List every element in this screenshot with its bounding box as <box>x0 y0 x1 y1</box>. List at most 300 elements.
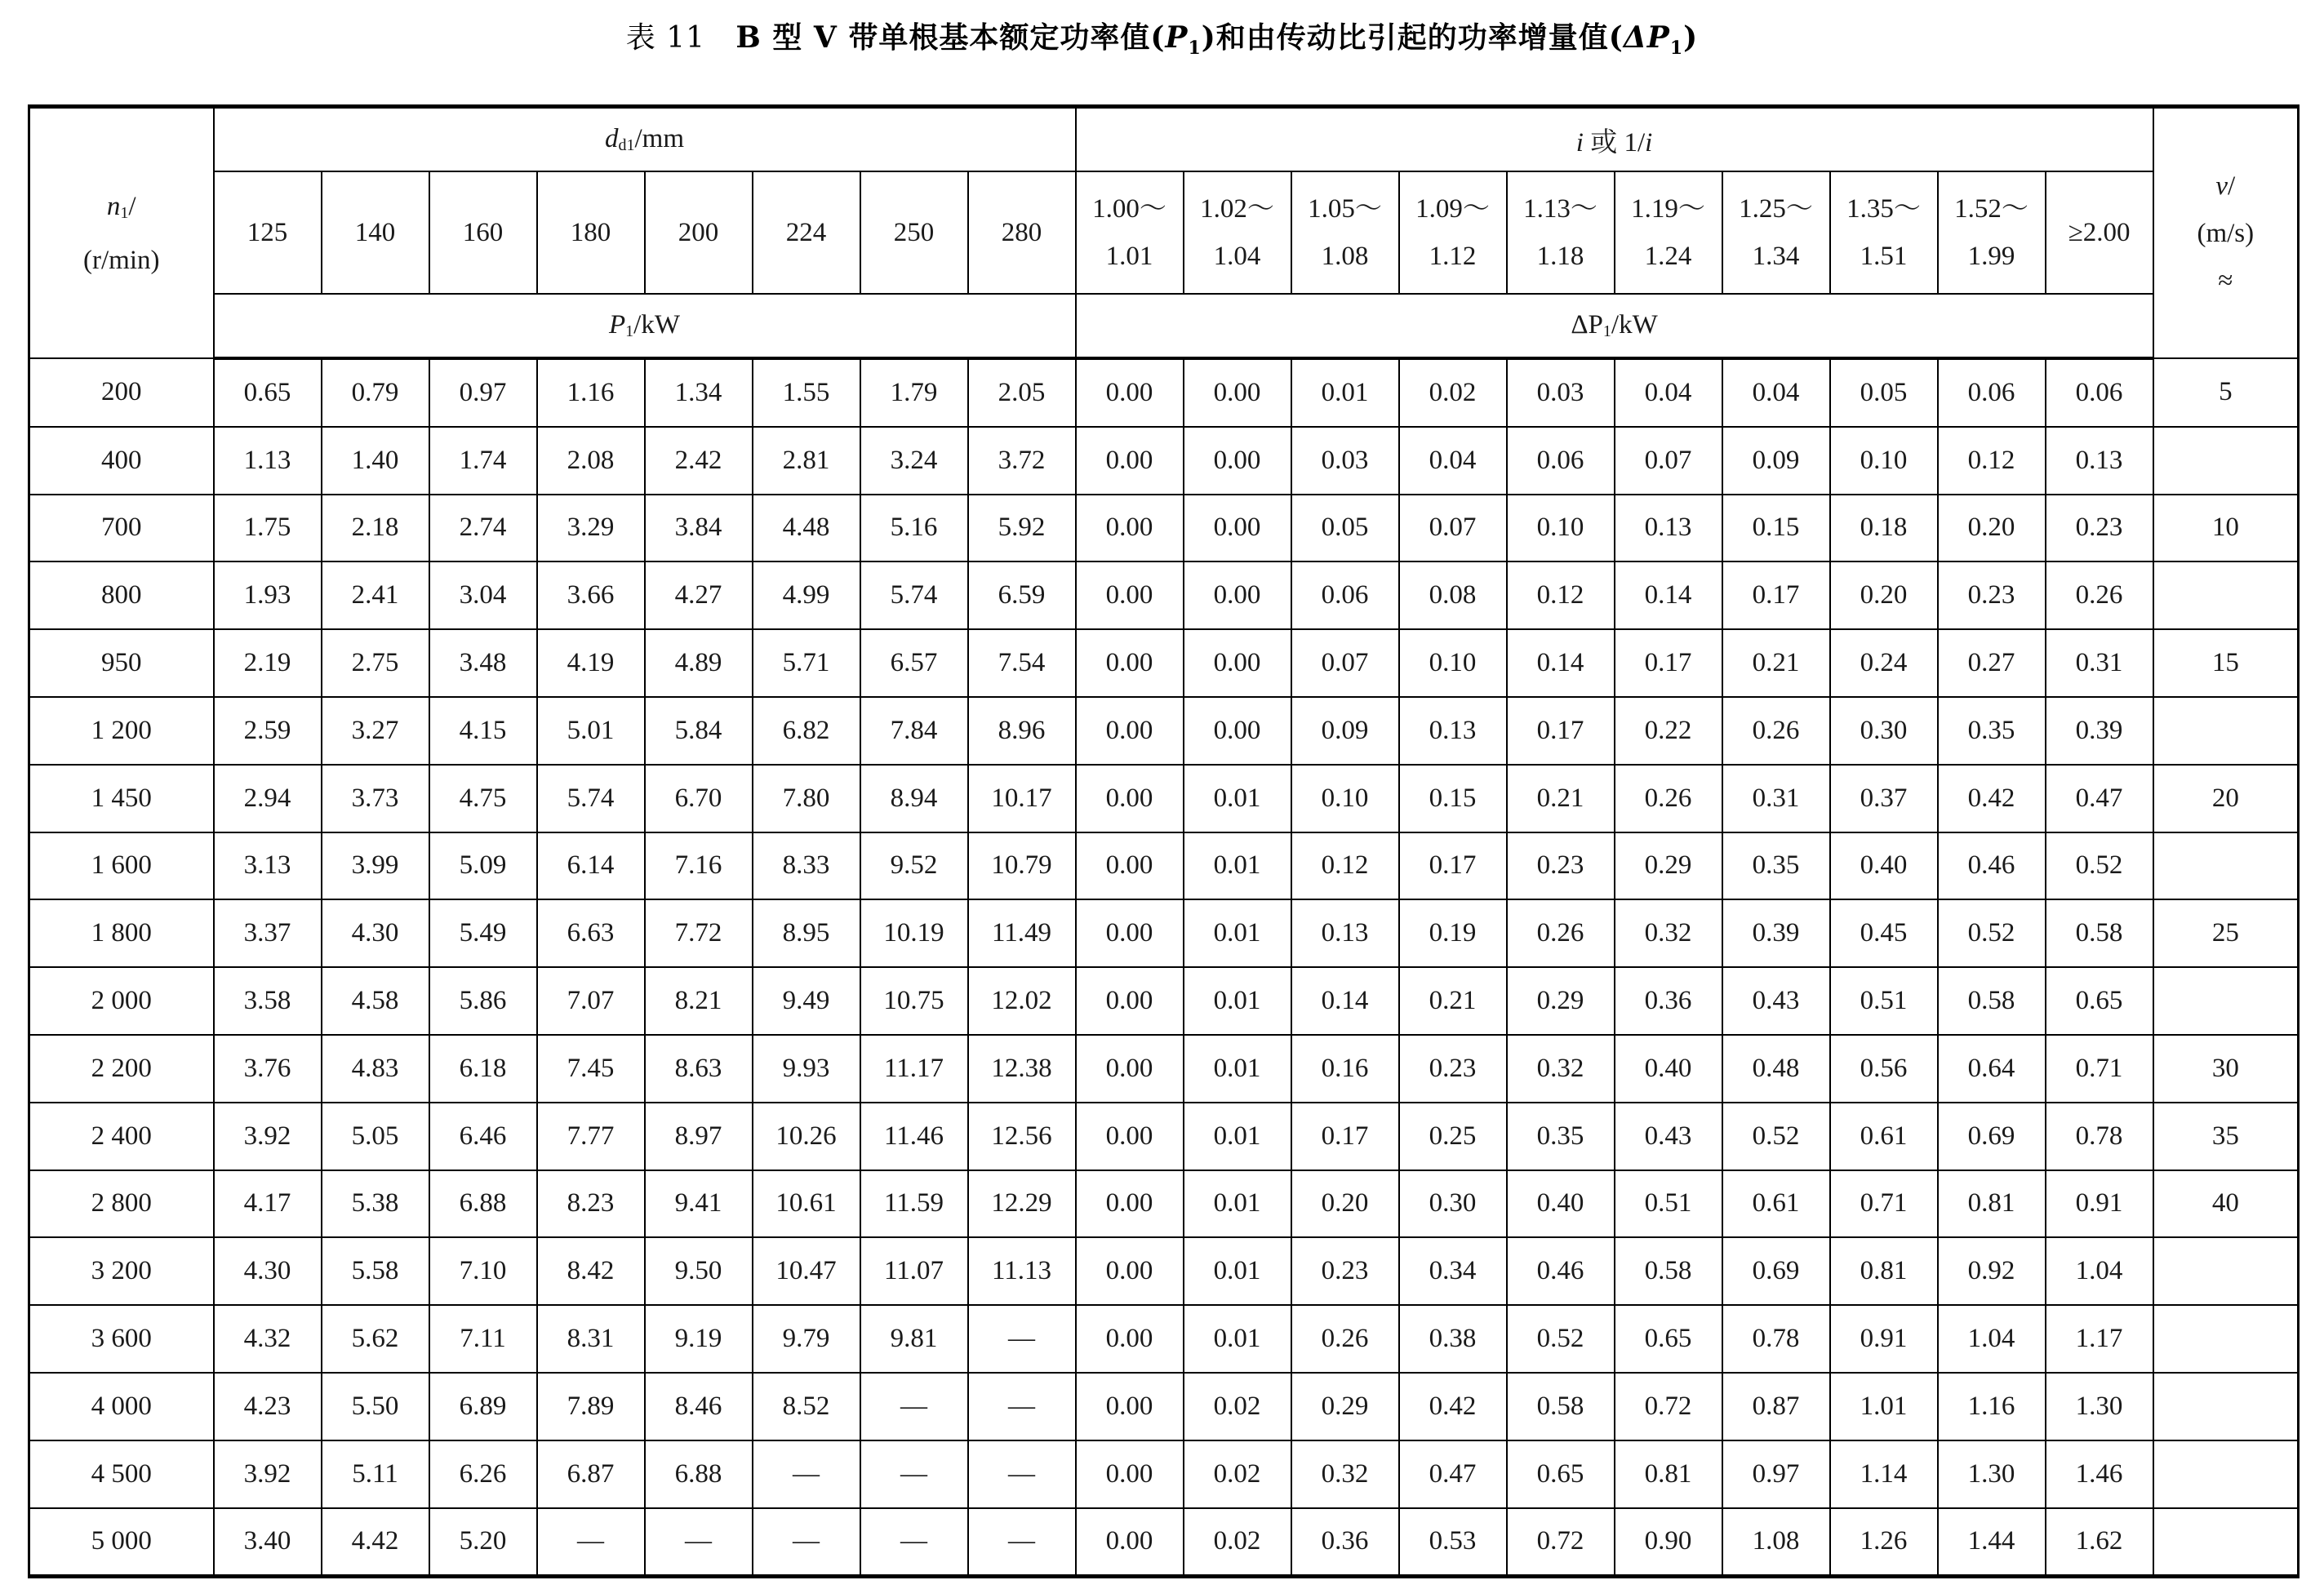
dp1-cell: 0.26 <box>1615 765 1722 832</box>
dp1-cell: 0.06 <box>1291 561 1399 629</box>
ratio-range-bottom: 1.08 <box>1321 242 1369 271</box>
dp1-cell: 0.46 <box>1507 1237 1615 1305</box>
dp1-cell: 0.26 <box>1507 899 1615 967</box>
p1-cell: 9.19 <box>645 1305 753 1373</box>
dp1-cell: 0.31 <box>1722 765 1830 832</box>
v-cell: 10 <box>2153 495 2299 562</box>
p1-cell: 3.99 <box>322 832 429 900</box>
table-row <box>29 899 2299 967</box>
dp1-cell: 0.42 <box>1938 765 2046 832</box>
dp1-cell: 0.04 <box>1615 358 1722 427</box>
v-cell: 35 <box>2153 1103 2299 1170</box>
dp1-cell: 0.91 <box>1830 1305 1938 1373</box>
dp1-cell: 1.46 <box>2046 1440 2153 1508</box>
n1-cell: 2 800 <box>29 1170 214 1238</box>
ratio-range-bottom: 1.12 <box>1429 242 1477 271</box>
p1-cell: 4.19 <box>537 629 645 697</box>
p1-cell: 0.65 <box>214 358 322 427</box>
dp1-cell: 0.00 <box>1184 697 1291 765</box>
ratio-range-header <box>1291 171 1399 294</box>
p1-cell: 2.19 <box>214 629 322 697</box>
n1-sub: 1 <box>120 203 129 222</box>
p1-cell: 3.37 <box>214 899 322 967</box>
p1-cell: 8.21 <box>645 967 753 1035</box>
dp1-cell: 0.01 <box>1184 899 1291 967</box>
dp1-cell: 0.56 <box>1830 1035 1938 1103</box>
p1-cell: 11.59 <box>860 1170 968 1238</box>
p1-cell: 2.94 <box>214 765 322 832</box>
dp1-cell: 0.19 <box>1399 899 1507 967</box>
dp1-cell: 0.23 <box>1399 1035 1507 1103</box>
dp1-cell: 1.01 <box>1830 1373 1938 1440</box>
dp1-cell: 0.69 <box>1722 1237 1830 1305</box>
dp1-cell: 0.00 <box>1076 561 1184 629</box>
p1-cell: 4.42 <box>322 1508 429 1577</box>
dp1-cell: 0.00 <box>1076 832 1184 900</box>
dp1-cell: 0.37 <box>1830 765 1938 832</box>
ratio-range-bottom: 1.24 <box>1644 242 1692 271</box>
p1-cell: 5.01 <box>537 697 645 765</box>
dp1-cell: 0.65 <box>1615 1305 1722 1373</box>
dp1-cell: 0.42 <box>1399 1373 1507 1440</box>
ratio-range-bottom: 1.04 <box>1213 242 1261 271</box>
diameter-header: 125 <box>214 171 322 294</box>
table-row <box>29 1035 2299 1103</box>
dp1-cell: 0.01 <box>1184 832 1291 900</box>
p1-cell: 4.17 <box>214 1170 322 1238</box>
p1-cell: 3.27 <box>322 697 429 765</box>
n1-cell: 1 600 <box>29 832 214 900</box>
dp1-cell: 0.01 <box>1184 1305 1291 1373</box>
v-symbol: v <box>2215 171 2228 201</box>
ratio-range-top: 1.52～ <box>1954 194 2029 224</box>
n1-cell: 3 200 <box>29 1237 214 1305</box>
p1-cell: 12.56 <box>968 1103 1076 1170</box>
p1-cell: 5.16 <box>860 495 968 562</box>
dp1-cell: 0.06 <box>2046 358 2153 427</box>
p1-cell: 6.26 <box>429 1440 537 1508</box>
table-body <box>29 358 2299 1577</box>
dp1-cell: 0.13 <box>1291 899 1399 967</box>
p1-cell: 8.96 <box>968 697 1076 765</box>
p1-cell: 9.81 <box>860 1305 968 1373</box>
p1-cell: 8.23 <box>537 1170 645 1238</box>
ratio-header <box>1076 107 2153 172</box>
p1-cell: 7.80 <box>753 765 860 832</box>
dp1-cell: 0.43 <box>1615 1103 1722 1170</box>
p1-cell: 7.07 <box>537 967 645 1035</box>
v-cell <box>2153 427 2299 495</box>
p1-cell: — <box>968 1440 1076 1508</box>
p1-cell: — <box>968 1373 1076 1440</box>
dp1-cell: 0.02 <box>1399 358 1507 427</box>
dp1-cell: 0.10 <box>1399 629 1507 697</box>
dp1-cell: 0.00 <box>1076 427 1184 495</box>
ratio-range-header <box>1830 171 1938 294</box>
n1-cell: 2 400 <box>29 1103 214 1170</box>
dp1-cell: 0.51 <box>1615 1170 1722 1238</box>
dp1-cell: 0.02 <box>1184 1508 1291 1577</box>
p1-cell: 7.89 <box>537 1373 645 1440</box>
p1-cell: 9.50 <box>645 1237 753 1305</box>
dp1-cell: 0.04 <box>1722 358 1830 427</box>
p1-cell: 4.58 <box>322 967 429 1035</box>
dp1-cell: 0.29 <box>1291 1373 1399 1440</box>
n1-cell: 1 450 <box>29 765 214 832</box>
ratio-range-top: 1.09～ <box>1415 194 1490 224</box>
p1-cell: 5.20 <box>429 1508 537 1577</box>
n1-symbol: n <box>106 191 121 221</box>
v-approx: ≈ <box>2218 265 2233 295</box>
p1-cell: 1.93 <box>214 561 322 629</box>
v-unit: (m/s) <box>2197 218 2255 248</box>
dp1-cell: 0.26 <box>2046 561 2153 629</box>
dp1-cell: 0.65 <box>1507 1440 1615 1508</box>
p1-cell: 4.30 <box>322 899 429 967</box>
p1-cell: 3.92 <box>214 1103 322 1170</box>
dp1-cell: 0.22 <box>1615 697 1722 765</box>
dp1-cell: 0.23 <box>1291 1237 1399 1305</box>
ratio-range-header <box>1076 171 1184 294</box>
n1-cell: 950 <box>29 629 214 697</box>
dp1-cell: 0.71 <box>2046 1035 2153 1103</box>
dp1-cell: 0.78 <box>2046 1103 2153 1170</box>
dp1-cell: 0.14 <box>1507 629 1615 697</box>
p1-cell: — <box>537 1508 645 1577</box>
dp1-cell: 0.00 <box>1184 629 1291 697</box>
dp1-cell: 0.23 <box>2046 495 2153 562</box>
dd1-symbol: d <box>605 124 619 153</box>
dp1-cell: 0.17 <box>1399 832 1507 900</box>
p1-cell: 6.63 <box>537 899 645 967</box>
dp1-cell: 0.58 <box>1507 1373 1615 1440</box>
p1-cell: 6.87 <box>537 1440 645 1508</box>
p1-cell: 3.84 <box>645 495 753 562</box>
dp1-cell: 0.87 <box>1722 1373 1830 1440</box>
dp1-cell: 0.58 <box>1938 967 2046 1035</box>
table-row <box>29 561 2299 629</box>
dp1-cell: 0.26 <box>1722 697 1830 765</box>
n1-cell: 200 <box>29 358 214 427</box>
ratio-range-header <box>1938 171 2046 294</box>
v-cell: 40 <box>2153 1170 2299 1238</box>
p1-cell: 3.48 <box>429 629 537 697</box>
dp1-cell: 0.25 <box>1399 1103 1507 1170</box>
dp1-cell: 0.45 <box>1830 899 1938 967</box>
p1-cell: 1.74 <box>429 427 537 495</box>
title-text-1: B 型 V 带单根基本额定功率值( <box>735 20 1166 55</box>
table-row <box>29 832 2299 900</box>
n1-slash: / <box>128 191 136 221</box>
p1-cell: 7.45 <box>537 1035 645 1103</box>
p1-cell: 6.82 <box>753 697 860 765</box>
dp1-cell: 0.09 <box>1291 697 1399 765</box>
p1-cell: 8.52 <box>753 1373 860 1440</box>
p1-cell: 8.63 <box>645 1035 753 1103</box>
dp1-cell: 0.04 <box>1399 427 1507 495</box>
dp1-cell: 0.17 <box>1615 629 1722 697</box>
title-dp1-symbol: ΔP <box>1623 20 1670 55</box>
power-rating-table <box>28 104 2300 1578</box>
p1-cell: 1.75 <box>214 495 322 562</box>
dp1-cell: 1.30 <box>1938 1440 2046 1508</box>
ratio-range-header <box>2046 171 2153 294</box>
v-header <box>2153 107 2299 359</box>
p1-cell: — <box>860 1508 968 1577</box>
dp1-cell: 0.20 <box>1938 495 2046 562</box>
p1-cell: 6.88 <box>645 1440 753 1508</box>
v-cell <box>2153 1440 2299 1508</box>
dp1-cell: 0.00 <box>1076 358 1184 427</box>
dp1-cell: 0.52 <box>2046 832 2153 900</box>
dp1-cell: 0.35 <box>1507 1103 1615 1170</box>
dp1-cell: 0.46 <box>1938 832 2046 900</box>
n1-header <box>29 107 214 359</box>
dp1-cell: 0.12 <box>1507 561 1615 629</box>
p1-cell: 8.33 <box>753 832 860 900</box>
dp1-cell: 0.47 <box>1399 1440 1507 1508</box>
dp1-cell: 0.26 <box>1291 1305 1399 1373</box>
dp1-cell: 0.52 <box>1507 1305 1615 1373</box>
p1-cell: 5.49 <box>429 899 537 967</box>
dp1-cell: 0.00 <box>1076 629 1184 697</box>
p1-cell: 4.99 <box>753 561 860 629</box>
dd1-header <box>214 107 1076 172</box>
dp1-cell: 0.21 <box>1399 967 1507 1035</box>
ratio-range-header <box>1722 171 1830 294</box>
p1-cell: 4.15 <box>429 697 537 765</box>
p1-cell: 1.16 <box>537 358 645 427</box>
subheader-row <box>29 171 2299 294</box>
dp1-cell: 0.02 <box>1184 1373 1291 1440</box>
p1-cell: — <box>753 1440 860 1508</box>
dp1-cell: 0.69 <box>1938 1103 2046 1170</box>
p1-cell: 9.93 <box>753 1035 860 1103</box>
dp1-cell: 0.78 <box>1722 1305 1830 1373</box>
dp1-cell: 0.40 <box>1830 832 1938 900</box>
n1-unit: (r/min) <box>83 245 160 275</box>
p1-cell: 12.02 <box>968 967 1076 1035</box>
p1-cell: 5.11 <box>322 1440 429 1508</box>
n1-cell: 2 000 <box>29 967 214 1035</box>
dp1-cell: 0.32 <box>1291 1440 1399 1508</box>
dp1-cell: 0.10 <box>1830 427 1938 495</box>
v-cell <box>2153 832 2299 900</box>
dp1-cell: 0.02 <box>1184 1440 1291 1508</box>
table-row <box>29 697 2299 765</box>
dp1-cell: 1.17 <box>2046 1305 2153 1373</box>
table-row <box>29 629 2299 697</box>
dp1-cell: 0.16 <box>1291 1035 1399 1103</box>
p1-cell: 2.41 <box>322 561 429 629</box>
p1-cell: 10.19 <box>860 899 968 967</box>
p1-cell: 3.58 <box>214 967 322 1035</box>
ratio-i: i <box>1575 127 1584 158</box>
dp1-cell: 0.13 <box>1615 495 1722 562</box>
dp1-cell: 0.01 <box>1291 358 1399 427</box>
p1-cell: 2.75 <box>322 629 429 697</box>
table-row <box>29 1440 2299 1508</box>
v-cell: 5 <box>2153 358 2299 427</box>
dp1-cell: 0.61 <box>1830 1103 1938 1170</box>
dp1-cell: 0.17 <box>1291 1103 1399 1170</box>
ratio-range-bottom: 1.18 <box>1536 242 1584 271</box>
dp1-cell: 0.32 <box>1615 899 1722 967</box>
v-cell: 25 <box>2153 899 2299 967</box>
p1-cell: 8.97 <box>645 1103 753 1170</box>
p1-cell: 8.94 <box>860 765 968 832</box>
p1-cell: 4.89 <box>645 629 753 697</box>
p1-cell: — <box>753 1508 860 1577</box>
p1-cell: 3.73 <box>322 765 429 832</box>
p1-cell: 0.79 <box>322 358 429 427</box>
n1-cell: 5 000 <box>29 1508 214 1577</box>
p1-cell: 11.49 <box>968 899 1076 967</box>
p1-cell: 2.08 <box>537 427 645 495</box>
dp1-cell: 0.01 <box>1184 1237 1291 1305</box>
dd1-unit: /mm <box>634 124 685 153</box>
dp1-cell: 0.36 <box>1615 967 1722 1035</box>
p1-cell: 3.72 <box>968 427 1076 495</box>
v-slash: / <box>2228 171 2236 201</box>
dp1-cell: 0.00 <box>1076 1170 1184 1238</box>
p1-cell: 5.86 <box>429 967 537 1035</box>
dp1-cell: 0.13 <box>2046 427 2153 495</box>
p1-cell: 7.72 <box>645 899 753 967</box>
p1-cell: 2.05 <box>968 358 1076 427</box>
ratio-range-top: 1.00～ <box>1092 194 1166 224</box>
p1-cell: 9.49 <box>753 967 860 1035</box>
p1-cell: 4.27 <box>645 561 753 629</box>
dp1-cell: 0.00 <box>1184 427 1291 495</box>
dp1-cell: 0.03 <box>1291 427 1399 495</box>
title-text-2: )和由传动比引起的功率增量值( <box>1201 20 1624 55</box>
p1-cell: 4.30 <box>214 1237 322 1305</box>
ratio-i2: i <box>1645 127 1653 158</box>
p1-cell: — <box>860 1373 968 1440</box>
dp1-cell: 0.00 <box>1076 1305 1184 1373</box>
p1-cell: 7.10 <box>429 1237 537 1305</box>
dp1-cell: 0.92 <box>1938 1237 2046 1305</box>
dp1-cell: 0.20 <box>1291 1170 1399 1238</box>
p1-cell: 1.79 <box>860 358 968 427</box>
p1-cell: 5.05 <box>322 1103 429 1170</box>
p1-cell: 3.92 <box>214 1440 322 1508</box>
p1-cell: 2.81 <box>753 427 860 495</box>
dp1-cell: 0.65 <box>2046 967 2153 1035</box>
dp1-unit-header <box>1076 294 2153 358</box>
table-row <box>29 1237 2299 1305</box>
p1-cell: 9.79 <box>753 1305 860 1373</box>
p1-cell: 0.97 <box>429 358 537 427</box>
dp1-cell: 0.05 <box>1830 358 1938 427</box>
dp1-cell: 0.13 <box>1399 697 1507 765</box>
p1-cell: 10.47 <box>753 1237 860 1305</box>
dp1-cell: 1.26 <box>1830 1508 1938 1577</box>
dp1-cell: 0.00 <box>1076 765 1184 832</box>
p1-cell: 4.48 <box>753 495 860 562</box>
p1-cell: 7.77 <box>537 1103 645 1170</box>
dp1-cell: 0.01 <box>1184 765 1291 832</box>
dp1-cell: 0.01 <box>1184 1103 1291 1170</box>
v-cell: 20 <box>2153 765 2299 832</box>
p1-cell: 4.23 <box>214 1373 322 1440</box>
ratio-range-header <box>1507 171 1615 294</box>
dp1-cell: 0.23 <box>1507 832 1615 900</box>
p1-cell: 3.29 <box>537 495 645 562</box>
n1-cell: 3 600 <box>29 1305 214 1373</box>
dp1-cell: 0.10 <box>1291 765 1399 832</box>
dp1-cell: 0.05 <box>1291 495 1399 562</box>
p1-cell: 6.57 <box>860 629 968 697</box>
v-cell <box>2153 1373 2299 1440</box>
p1-cell: 3.76 <box>214 1035 322 1103</box>
p1-cell: 7.16 <box>645 832 753 900</box>
dp1-cell: 0.07 <box>1399 495 1507 562</box>
dp1-cell: 0.00 <box>1076 1035 1184 1103</box>
p1-cell: 9.41 <box>645 1170 753 1238</box>
dp1-cell: 0.21 <box>1722 629 1830 697</box>
title-p1-symbol: P <box>1165 20 1189 55</box>
dp1-unit: /kW <box>1611 310 1658 340</box>
ratio-range-top: 1.02～ <box>1200 194 1274 224</box>
dp1-cell: 0.00 <box>1076 1373 1184 1440</box>
dp1-cell: 0.39 <box>2046 697 2153 765</box>
p1-cell: 12.29 <box>968 1170 1076 1238</box>
dp1-cell: 0.24 <box>1830 629 1938 697</box>
dp1-cell: 0.52 <box>1722 1103 1830 1170</box>
dp1-cell: 0.07 <box>1291 629 1399 697</box>
dp1-cell: 0.15 <box>1399 765 1507 832</box>
p1-cell: 6.89 <box>429 1373 537 1440</box>
ratio-range-bottom: 1.51 <box>1860 242 1908 271</box>
dp1-cell: 0.08 <box>1399 561 1507 629</box>
dp1-cell: 0.97 <box>1722 1440 1830 1508</box>
dp1-cell: 0.00 <box>1076 697 1184 765</box>
dp1-cell: 0.27 <box>1938 629 2046 697</box>
p1-cell: 8.42 <box>537 1237 645 1305</box>
dp1-cell: 0.17 <box>1507 697 1615 765</box>
table-number: 表 11 <box>625 21 706 55</box>
table-row <box>29 1373 2299 1440</box>
dp1-cell: 0.61 <box>1722 1170 1830 1238</box>
dp1-cell: 0.39 <box>1722 899 1830 967</box>
dp1-cell: 0.81 <box>1938 1170 2046 1238</box>
p1-cell: 7.84 <box>860 697 968 765</box>
n1-cell: 800 <box>29 561 214 629</box>
p1-cell: 8.31 <box>537 1305 645 1373</box>
diameter-header: 160 <box>429 171 537 294</box>
p1-cell: 10.26 <box>753 1103 860 1170</box>
p1-cell: 2.18 <box>322 495 429 562</box>
diameter-header: 180 <box>537 171 645 294</box>
dp1-cell: 0.12 <box>1938 427 2046 495</box>
p1-cell: 3.66 <box>537 561 645 629</box>
ratio-text: 或 1/ <box>1583 127 1646 158</box>
dp1-symbol: ΔP <box>1571 310 1603 340</box>
diameter-header: 200 <box>645 171 753 294</box>
p1-cell: 3.24 <box>860 427 968 495</box>
dp1-cell: 1.04 <box>1938 1305 2046 1373</box>
p1-cell: 11.46 <box>860 1103 968 1170</box>
ratio-range-header <box>1184 171 1291 294</box>
p1-cell: 10.17 <box>968 765 1076 832</box>
dp1-cell: 0.06 <box>1507 427 1615 495</box>
dp1-cell: 0.51 <box>1830 967 1938 1035</box>
table-row <box>29 427 2299 495</box>
dp1-cell: 0.47 <box>2046 765 2153 832</box>
p1-cell: 11.07 <box>860 1237 968 1305</box>
